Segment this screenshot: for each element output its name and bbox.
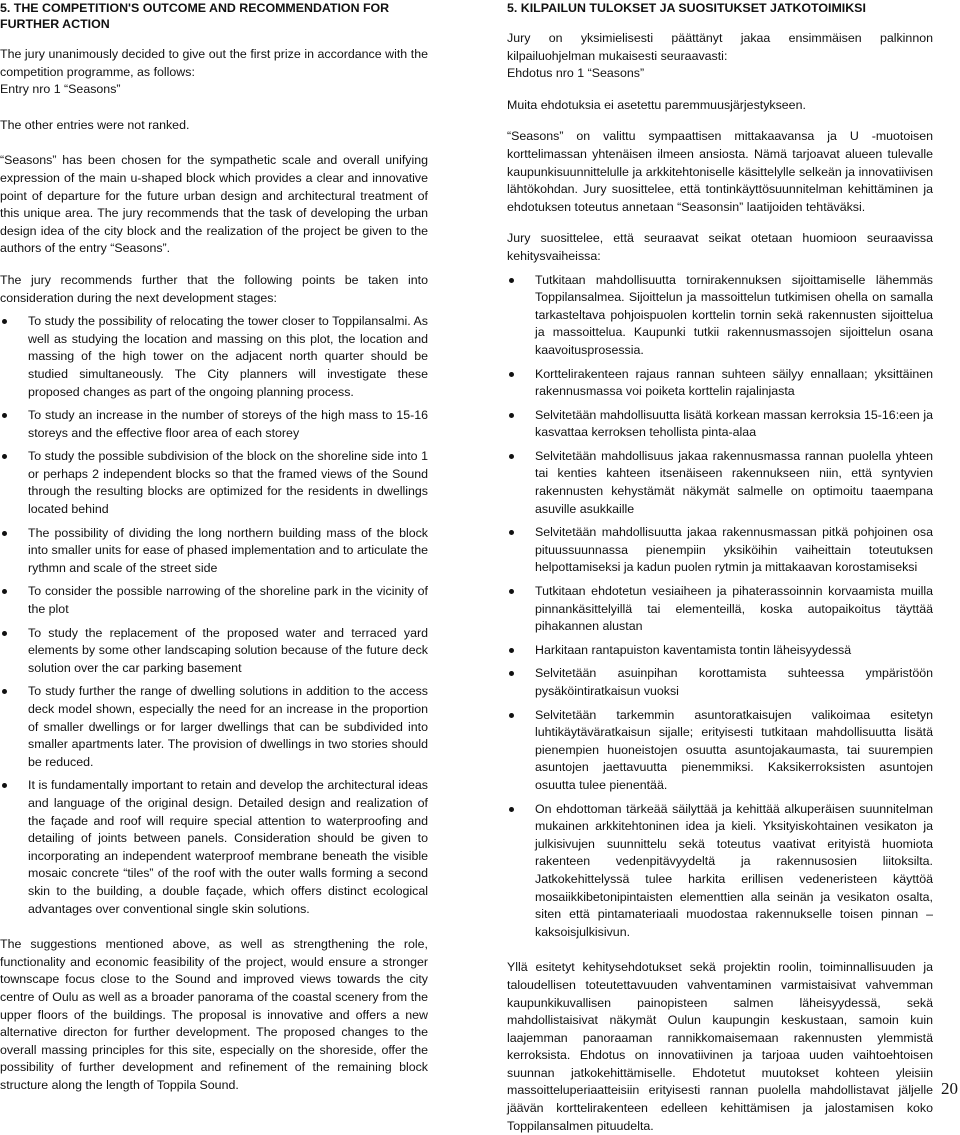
finnish-recommendations-list: [507, 272, 933, 942]
bullet-icon: [2, 319, 7, 324]
english-heading: 5. THE COMPETITION'S OUTCOME AND RECOMMENDATION FOR FURTHER ACTION: [0, 1, 390, 31]
bullet-icon: [2, 413, 7, 418]
list-item: To study further the range of dwelling solutions in addition to the access deck model shown, especially the need for an increase in the proportion of smaller dwellings or for larger dwellings that can be subdivided into smaller apartments later. The provision of dwellings in two stories should be reduced.: [0, 683, 428, 771]
bullet-icon: [509, 278, 514, 283]
bullet-icon: [509, 671, 514, 676]
bullet-icon: [509, 648, 514, 653]
english-entry: Entry nro 1 “Seasons”: [0, 82, 121, 97]
bullet-icon: [509, 413, 514, 418]
bullet-icon: [2, 531, 7, 536]
english-recommendations-list: [0, 313, 428, 918]
bullet-icon: [2, 689, 7, 694]
bullet-icon: [2, 631, 7, 636]
list-item: The possibility of dividing the long northern building mass of the block into smaller units for ease of phased implementation and to articulate the rythmn and scale of the street side: [0, 525, 428, 578]
list-item: To consider the possible narrowing of the shoreline park in the vicinity of the plot: [0, 583, 428, 618]
list-item: To study an increase in the number of storeys of the high mass to 15-16 storeys and the effective floor area of each storey: [0, 407, 428, 442]
bullet-icon: [2, 589, 7, 594]
list-item: Harkitaan rantapuiston kaventamista tontin läheisyydessä: [507, 642, 933, 660]
finnish-paragraph-1: “Seasons” on valittu sympaattisen mittakaavansa ja U -muotoisen korttelimassan yhtenäisen ilmeen ansiosta. Nämä tarjoavat alueen tulevalle kaupunkisuunnittelulle ja arkkitehtoniselle käsittelylle selkeän ja innovatiivisen lähtökohdan. Jury suosittelee, että tontinkäyttösuunnitelman kehittäminen ja ehdotuksen toteutus annetaan “Seasonsin” laatijoiden tehtäväksi.: [507, 129, 933, 214]
finnish-entry: Ehdotus nro 1 “Seasons”: [507, 66, 645, 81]
bullet-icon: [509, 372, 514, 377]
english-paragraph-2: The jury recommends further that the following points be taken into consideration during the next development stages:: [0, 272, 428, 305]
finnish-paragraph-2: Jury suosittelee, että seuraavat seikat otetaan huomioon seuraavissa kehitysvaiheissa:: [507, 231, 933, 263]
finnish-closing: Yllä esitetyt kehitysehdotukset sekä projektin roolin, toiminnallisuuden ja taloudellisen toteutettavuuden vahventaminen varmistaisivat vahvemman kaupunkikuvallisen painopisteen salmen läheisyydessä, sekä mahdollistaisivat näkymät Oulun kaupungin keskustaan, samoin kuin laajemman panoraaman rannikkomaisemaan rakennusten ylemmistä kerroksista. Ehdotus on innovatiivinen ja tarjoaa uuden vaihtoehtoisen suunnan jatkokehittämiselle. Ehdotetut muutokset kohteen yleisiin massoitteluperiaatteisiin erityisesti rannan puolella mahdollistavat jäljelle jäävän korttelirakenteen edelleen kehittämisen ja jalostamisen koko Toppilansalmen pituudelta.: [507, 960, 933, 1133]
page-number: 20: [941, 1079, 958, 1099]
list-item: Selvitetään mahdollisuus jakaa rakennusmassa rannan puolella yhteen tai kenties kahteen itsenäiseen rakennukseen niin, että syntyvien rakennusten kehystämät näkymät salmelle on optimoitu taaempana asuville asukkaille: [507, 448, 933, 518]
bullet-icon: [509, 713, 514, 718]
list-item: To study the replacement of the proposed water and terraced yard elements by some other landscaping solution because of the future deck solution over the car parking basement: [0, 625, 428, 678]
list-item: Selvitetään mahdollisuutta lisätä korkean massan kerroksia 15-16:een ja kasvattaa kerroksen tehollista pinta-alaa: [507, 407, 933, 442]
list-item: To study the possibility of relocating the tower closer to Toppilansalmi. As well as studying the location and massing on this plot, the location and massing of the high tower on the adjacent north quarter should be studied simultaneously. The City planners will investigate these proposed changes as part of the ongoing planning process.: [0, 313, 428, 401]
finnish-not-ranked: Muita ehdotuksia ei asetettu paremmuusjärjestykseen.: [507, 97, 806, 112]
list-item: Tutkitaan ehdotetun vesiaiheen ja pihaterassoinnin korvaamista muilla pinnankäsittelyillä tai elementeillä, koska autopaikoitus täyttää pihakannen alustan: [507, 583, 933, 636]
list-item: Korttelirakenteen rajaus rannan suhteen säilyy ennallaan; yksittäinen rakennusmassa voi poiketa korttelin rajalinjasta: [507, 366, 933, 401]
english-intro: The jury unanimously decided to give out the first prize in accordance with the competition programme, as follows:: [0, 47, 428, 79]
list-item: Selvitetään tarkemmin asuntoratkaisujen valikoimaa esitetyn luhtikäytäväratkaisun sijalle; erityisesti tutkitaan mahdollisuutta lisätä pienempien huoneistojen osuutta asuntojakaumasta, tai suurempien asuntojen jaettavuutta pienemmiksi. Kaksikerroksisten asuntojen osuutta tulee pienentää.: [507, 707, 933, 795]
bullet-icon: [509, 589, 514, 594]
finnish-intro: Jury on yksimielisesti päättänyt jakaa ensimmäisen palkinnon kilpailuohjelman mukaisesti seuraavasti:: [507, 31, 933, 63]
list-item: Selvitetään asuinpihan korottamista suhteessa ympäristöön pysäköintiratkaisun vuoksi: [507, 665, 933, 700]
english-closing: The suggestions mentioned above, as well as strengthening the role, functionality and economic feasibility of the project, would ensure a stronger townscape focus close to the Sound and improved views towards the city centre of Oulu as well as a broader panorama of the coastal scenery from the upper floors of the buildings. The proposal is innovative and offers a new alternative directon for further development. The proposed changes to the overall massing principles for this site, especially on the shoreside, offer the possibility of further development and refinement of the remaining block structure along the length of Toppila Sound.: [0, 937, 428, 1092]
list-item: Tutkitaan mahdollisuutta tornirakennuksen sijoittamiselle lähemmäs Toppilansalmea. Sijoittelun ja massoittelun tutkimisen ohella on samalla tarkasteltava pohjoispuolen korttelin tornin sekä rakennusten sijoittelua ja massoittelua. Kaupunki tutkii rakennusmassojen sijoittelun osana kaavoitusprosessia.: [507, 272, 933, 360]
list-item: Selvitetään mahdollisuutta jakaa rakennusmassan pitkä pohjoinen osa pituussuunnassa pienempiin yksiköihin vaiheittain toteutuksen helpottamiseksi ja kadun puolen rytmin ja mittakaavan korostamiseksi: [507, 524, 933, 577]
bullet-icon: [509, 807, 514, 812]
list-item: To study the possible subdivision of the block on the shoreline side into 1 or perhaps 2 independent blocks so that the framed views of the Sound through the resulting blocks are optimized for the residents in dwellings located behind: [0, 448, 428, 518]
list-item: On ehdottoman tärkeää säilyttää ja kehittää alkuperäisen suunnitelman mukainen arkkitehtoninen idea ja kieli. Yksityiskohtainen vesikaton ja julkisivujen suunnittelu sekä toteutus vaativat erityistä huomiota rakenteen vedenpitävyydeltä ja rakennusosien liitoksilta. Jatkokehittelyssä tulee harkita erillisen vedeneristeen käyttöä mosaiikkibetonipintaisten elementtien alla seinän ja vesikaton osalta, siten että pintamateriaali muodostaa rakennukselle toisen pinnan – kaksoisjulkisivun.: [507, 801, 933, 942]
english-not-ranked: The other entries were not ranked.: [0, 117, 190, 132]
english-column: [0, 0, 428, 1094]
finnish-heading: 5. KILPAILUN TULOKSET JA SUOSITUKSET JATKOTOIMIKSI: [507, 1, 866, 15]
english-paragraph-1: “Seasons” has been chosen for the sympathetic scale and overall unifying expression of the main u-shaped block which provides a clear and innovative point of departure for the future urban design and architectural treatment of this unique area. The jury recommends that the task of developing the urban design idea of the city block and the realization of the project be given to the authors of the entry “Seasons”.: [0, 153, 428, 256]
bullet-icon: [2, 783, 7, 788]
bullet-icon: [2, 454, 7, 459]
bullet-icon: [509, 454, 514, 459]
bullet-icon: [509, 530, 514, 535]
list-item: It is fundamentally important to retain and develop the architectural ideas and language of the original design. Detailed design and realization of the façade and roof will require special attention to waterproofing and detailing of joints between panels. Consideration should be given to incorporating an independent waterproof membrane beneath the visible mosaic concrete “tiles” of the roof with the outer walls forming a second skin to the building, a double façade, which offers distinct ecological advantages over conventional single skin solutions.: [0, 777, 428, 918]
finnish-column: [507, 0, 933, 1135]
